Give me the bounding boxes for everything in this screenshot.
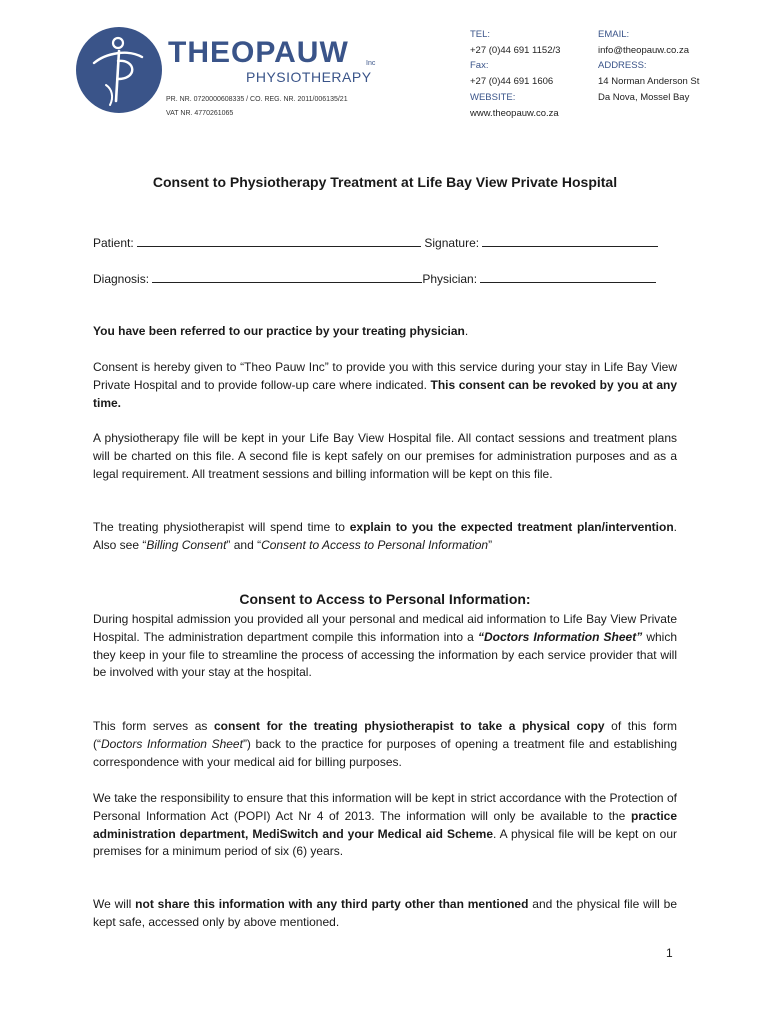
physician-input-line[interactable] — [480, 271, 656, 283]
form-copy-text-b: of this form (“ — [93, 719, 678, 751]
treatment-plan-paragraph — [93, 519, 677, 555]
form-copy-paragraph — [93, 718, 677, 771]
file-paragraph — [93, 430, 677, 483]
brand-suffix: Inc — [366, 60, 376, 67]
brand-subtitle: PHYSIOTHERAPY — [246, 69, 372, 85]
page-number: 1 — [666, 946, 673, 960]
email-label: EMAIL: — [598, 29, 630, 40]
diagnosis-input-line[interactable] — [152, 271, 422, 283]
contact-block-left — [470, 27, 560, 121]
treatment-text-b: . Also see “ — [93, 520, 677, 552]
referral-end: . — [464, 324, 469, 338]
patient-signature-row — [93, 235, 658, 250]
popi-text-a: We take the responsibility to ensure that this information will be kept in strict accordance with the Protection of Personal Information Act (POPI) Act Nr 4 of 2013. The information will only be available to the — [93, 791, 677, 823]
consent-paragraph — [93, 359, 677, 412]
admission-text-a: During hospital admission you provided all your personal and medical aid information to Life Bay View Private Hospital. The administration department compile this information into a — [93, 612, 677, 644]
fax-value: +27 (0)44 691 1606 — [470, 76, 554, 88]
vat-number: VAT NR. 4770261065 — [166, 110, 234, 117]
fax-label: Fax: — [470, 60, 489, 72]
physician-label: Physician: — [422, 272, 478, 286]
access-consent-ref: Consent to Access to Personal Information — [261, 537, 489, 552]
referral-bold: You have been referred to our practice by your treating physician — [93, 324, 465, 338]
brand-name: THEOPAUW — [168, 36, 349, 69]
referral-paragraph — [93, 323, 677, 341]
website-label: WEBSITE: — [470, 91, 516, 103]
tel-value: +27 (0)44 691 1152/3 — [470, 44, 561, 56]
form-copy-text-c: ”) back to the practice for purposes of opening a treatment file and establishing correspondence with your medical aid for billing purposes. — [93, 736, 677, 769]
billing-consent-ref: Billing Consent — [146, 537, 227, 552]
registration-numbers: PR. NR. 0720000608335 / CO. REG. NR. 2011/006135/21 — [166, 96, 348, 103]
email-value[interactable]: info@theopauw.co.za — [598, 44, 689, 56]
consent-text: Consent is hereby given to “Theo Pauw Inc” to provide you with this service during your stay in Life Bay View Private Hospital and to provide follow-up care where indicated. — [93, 360, 677, 392]
patient-input-line[interactable] — [137, 235, 421, 247]
form-copy-text-a: This form serves as — [93, 719, 214, 733]
admission-paragraph — [93, 611, 677, 682]
signature-input-line[interactable] — [482, 235, 658, 247]
document-title: Consent to Physiotherapy Treatment at Life Bay View Private Hospital — [152, 174, 618, 190]
address-line-2: Da Nova, Mossel Bay — [598, 91, 690, 103]
third-party-bold: not share this information with any third party other than mentioned — [135, 897, 529, 911]
address-line-1: 14 Norman Anderson St — [598, 76, 700, 88]
file-text: A physiotherapy file will be kept in your Life Bay View Hospital file. All contact sessions and treatment plans will be charted on this file. A second file is kept safely on our premises for administration purposes and as a legal requirement. All treatment sessions and billing information will be kept on this file. — [93, 431, 677, 481]
tel-label: TEL: — [470, 29, 491, 40]
company-logo — [76, 27, 162, 113]
treatment-text-d: ” — [488, 537, 493, 552]
form-copy-italic: Doctors Information Sheet — [101, 736, 243, 751]
third-party-text-a: We will — [93, 897, 136, 911]
treatment-bold: explain to you the expected treatment plan/intervention — [349, 520, 674, 534]
treatment-text-c: ” and “ — [226, 537, 262, 552]
doctors-info-sheet-bold: “Doctors Information Sheet” — [477, 629, 643, 644]
diagnosis-physician-row — [93, 271, 656, 286]
popi-paragraph — [93, 790, 677, 861]
popi-text-b: . A physical file will be kept on our premises for a minimum period of six (6) years. — [93, 826, 677, 859]
third-party-paragraph — [93, 896, 677, 932]
patient-label: Patient: — [93, 236, 134, 250]
popi-bold: practice administration department, MediSwitch and your Medical aid Scheme — [93, 808, 677, 841]
diagnosis-label: Diagnosis: — [93, 272, 150, 286]
contact-block-right — [598, 27, 699, 106]
treatment-text-a: The treating physiotherapist will spend time to — [93, 520, 350, 534]
signature-label: Signature: — [424, 236, 480, 250]
section-subheading: Consent to Access to Personal Information: — [239, 591, 531, 607]
form-copy-bold: consent for the treating physiotherapist to take a physical copy — [214, 719, 605, 733]
website-value[interactable]: www.theopauw.co.za — [470, 107, 559, 119]
third-party-text-b: and the physical file will be kept safe, accessed only by above mentioned. — [93, 897, 677, 929]
address-label: ADDRESS: — [598, 60, 647, 72]
admission-text-b: which they keep in your file to streamline the process of accessing the information by each service provider that will be involved with your stay at the hospital. — [93, 629, 677, 680]
consent-revoke-bold: This consent can be revoked by you at any time. — [93, 377, 677, 410]
